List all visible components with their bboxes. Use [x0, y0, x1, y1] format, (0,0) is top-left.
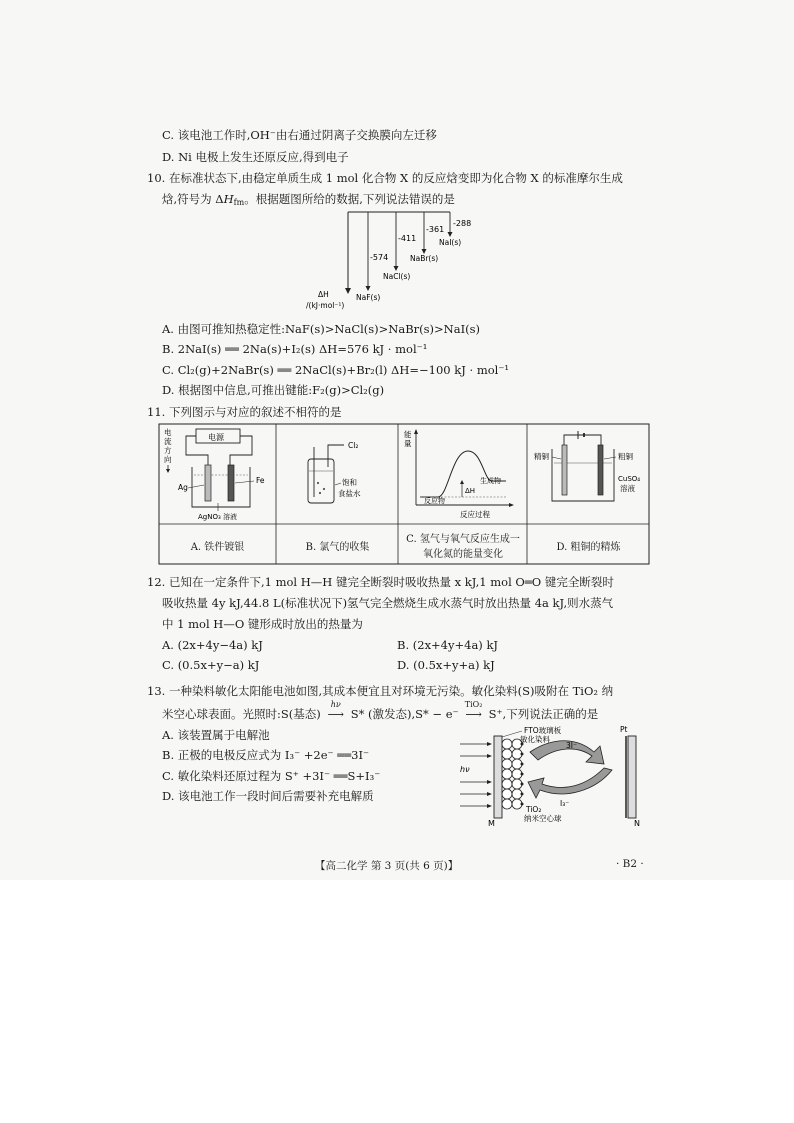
- q11-d-pure-copper-label: 精铜: [534, 452, 549, 461]
- q11-c-xlabel: 反应过程: [460, 510, 490, 519]
- q13-option-a: A. 该装置属于电解池: [162, 728, 270, 742]
- q11-a-fe-label: Fe: [256, 476, 265, 485]
- q12-option-a: A. (2x+4y−4a) kJ: [162, 638, 263, 652]
- q13-stem-line2: [162, 700, 599, 722]
- q11-a-current-1: 电: [164, 428, 172, 437]
- q11-a-current-3: 方: [164, 446, 172, 455]
- q9-option-c: C. 该电池工作时,OH⁻由右通过阴离子交换膜向左迁移: [162, 128, 437, 142]
- q13-solar-cell-figure: [454, 722, 650, 828]
- q10-value-nabr: -361: [426, 225, 445, 234]
- q11-d-solution-label-2: 溶液: [620, 484, 635, 493]
- q11-stem: 11. 下列图示与对应的叙述不相符的是: [147, 405, 342, 419]
- q12-option-d: D. (0.5x+y+a) kJ: [397, 658, 495, 672]
- q11-a-power-label: 电源: [208, 433, 224, 442]
- q10-label-nai: NaI(s): [439, 238, 462, 247]
- q11-a-current-2: 流: [164, 437, 172, 446]
- q11-caption-d: D. 粗铜的精炼: [556, 542, 621, 553]
- q13-stem-text-c: S⁺,下列说法正确的是: [488, 707, 599, 721]
- q13-arrow-hv-label: hν: [330, 700, 341, 709]
- q10-option-c: C. Cl₂(g)+2NaBr(s) ══ 2NaCl(s)+Br₂(l) ΔH=−100 kJ · mol⁻¹: [162, 363, 510, 377]
- q11-c-product-label: 生成物: [480, 477, 501, 485]
- q11-caption-c-line2: 氧化氮的能量变化: [423, 549, 503, 560]
- q10-stem-text-h: H: [223, 192, 234, 206]
- q13-option-c: C. 敏化染料还原过程为 S⁺ +3I⁻ ══S+I₃⁻: [162, 769, 381, 783]
- q10-stem-sub-f: f: [233, 198, 237, 207]
- q13-arrow-tio2: TiO₂ ⟶: [459, 706, 489, 722]
- q10-option-d: D. 根据图中信息,可推出键能:F₂(g)>Cl₂(g): [162, 383, 385, 397]
- q10-option-b: B. 2NaI(s) ══ 2Na(s)+I₂(s) ΔH=576 kJ · mol⁻¹: [162, 342, 428, 356]
- q11-c-reactant-label: 反应物: [424, 497, 445, 505]
- q13-fig-hv-label: hν: [460, 765, 470, 774]
- q11-a-solution-label: AgNO₃ 溶液: [198, 513, 238, 521]
- q9-option-d: D. Ni 电极上发生还原反应,得到电子: [162, 150, 349, 164]
- q11-b-cl2-label: Cl₂: [348, 441, 359, 450]
- q13-fig-n-label: N: [634, 819, 640, 828]
- q13-stem-line1: 13. 一种染料敏化太阳能电池如图,其成本便宜且对环境无污染。敏化染料(S)吸附在 TiO₂ 纳: [147, 684, 614, 698]
- q11-fig-b: [308, 441, 361, 503]
- q13-fig-dye-label: 敏化染料: [520, 735, 550, 744]
- q10-stem-text-a: 焓,符号为 Δ: [162, 192, 224, 206]
- footer-page-info: 【高二化学 第 3 页(共 6 页)】: [315, 860, 459, 872]
- q13-stem-text-b: S* (激发态),S* − e⁻: [350, 707, 459, 721]
- q10-stem-line1: 10. 在标准状态下,由稳定单质生成 1 mol 化合物 X 的反应焓变即为化合物 X 的标准摩尔生成: [147, 171, 623, 185]
- q13-fig-pt-label: Pt: [620, 725, 628, 734]
- q10-value-nai: -288: [453, 219, 472, 228]
- q11-b-water-label-1: 饱和: [342, 478, 357, 487]
- q13-arrow-tio2-label: TiO₂: [464, 700, 483, 709]
- q13-option-b: B. 正极的电极反应式为 I₃⁻ +2e⁻ ══3I⁻: [162, 748, 370, 762]
- q11-a-ag-label: Ag: [178, 483, 188, 492]
- q10-stem-text-c: 。根据题图所给的数据,下列说法错误的是: [244, 192, 455, 206]
- q11-fig-d: [534, 431, 640, 501]
- q13-fig-m-label: M: [488, 819, 495, 828]
- q11-c-ylabel-2: 量: [404, 439, 412, 448]
- q11-a-current-4: 向: [164, 455, 172, 464]
- q11-b-water-label-2: 食盐水: [338, 489, 361, 498]
- q11-caption-c-line1: C. 氢气与氧气反应生成一: [406, 534, 520, 545]
- q11-d-crude-copper-label: 粗铜: [618, 452, 633, 461]
- q12-stem-line3: 中 1 mol H—O 键形成时放出的热量为: [162, 617, 363, 631]
- q10-value-nacl: -411: [398, 234, 417, 243]
- q10-axis-label-2: /(kJ·mol⁻¹): [306, 301, 345, 310]
- q11-fig-c: [404, 429, 514, 519]
- q11-fig-a: [164, 427, 265, 521]
- q11-caption-b: B. 氯气的收集: [305, 542, 370, 553]
- q10-label-nacl: NaCl(s): [383, 272, 411, 281]
- q10-label-nabr: NaBr(s): [410, 254, 439, 263]
- q11-c-ylabel-1: 能: [404, 430, 412, 439]
- q13-fig-tio2-label: TiO₂: [526, 805, 542, 814]
- q13-stem-text-a: 米空心球表面。光照时:S(基态): [162, 707, 321, 721]
- q12-option-b: B. (2x+4y+4a) kJ: [397, 638, 499, 652]
- q10-label-naf: NaF(s): [356, 293, 381, 302]
- footer-code: · B2 ·: [616, 858, 644, 870]
- q13-fig-fto-label: FTO玻璃板: [524, 726, 562, 735]
- q13-option-d: D. 该电池工作一段时间后需要补充电解质: [162, 789, 374, 803]
- q10-option-a: A. 由图可推知热稳定性:NaF(s)>NaCl(s)>NaBr(s)>NaI(s): [162, 322, 481, 336]
- q10-value-naf: -574: [370, 253, 389, 262]
- q13-fig-i3-label: I₃⁻: [560, 799, 570, 808]
- q11-caption-a: A. 铁件镀银: [190, 542, 245, 553]
- q12-stem-line1: 12. 已知在一定条件下,1 mol H—H 键完全断裂时吸收热量 x kJ,1 mol O═O 键完全断裂时: [147, 575, 614, 589]
- q12-stem-line2: 吸收热量 4y kJ,44.8 L(标准状况下)氢气完全燃烧生成水蒸气时放出热量 4a kJ,则水蒸气: [162, 596, 614, 610]
- q13-fig-3i-label: 3I⁻: [566, 741, 577, 750]
- q12-option-c: C. (0.5x+y−a) kJ: [162, 658, 260, 672]
- q13-fig-sphere-label: 纳米空心球: [524, 814, 562, 823]
- q10-enthalpy-diagram: [300, 208, 500, 316]
- q11-c-dh-label: ΔH: [465, 487, 476, 495]
- q10-axis-label-1: ΔH: [318, 290, 329, 299]
- q11-d-solution-label-1: CuSO₄: [618, 475, 641, 483]
- q10-stem-sub-m: m: [236, 198, 245, 207]
- q13-arrow-hv: hν ⟶: [321, 706, 351, 722]
